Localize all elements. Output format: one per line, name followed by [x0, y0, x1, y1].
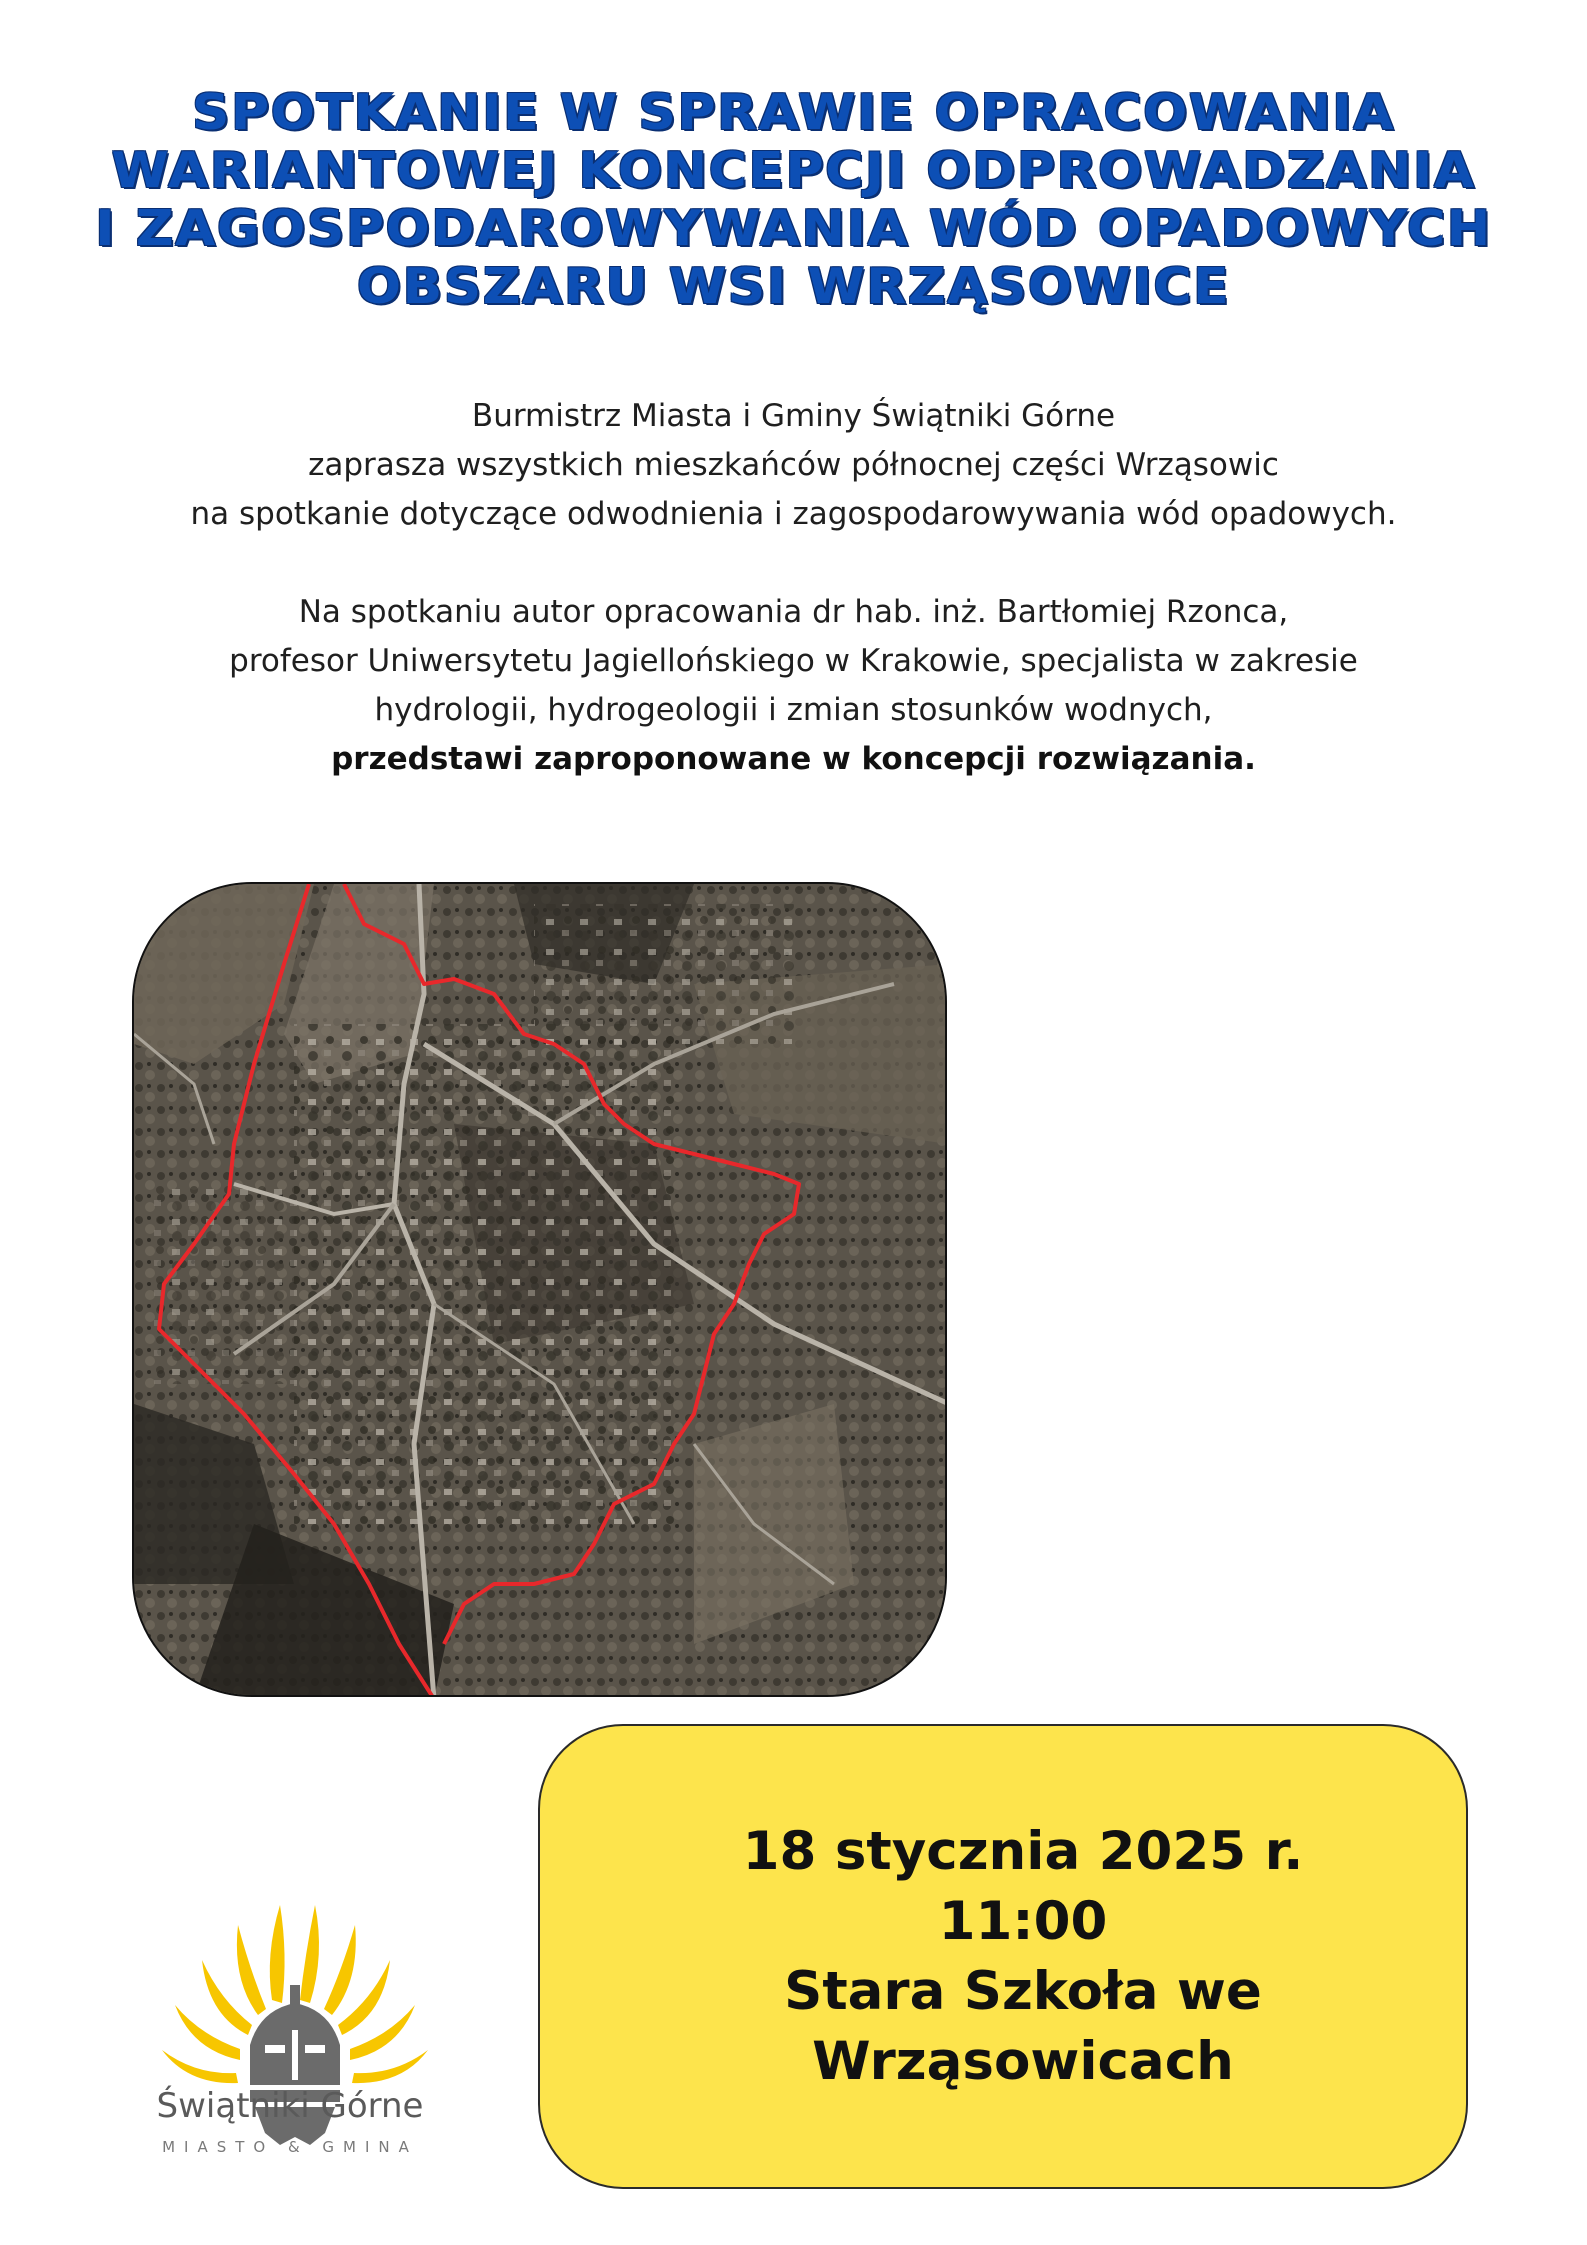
invitation-text — [40, 392, 1547, 784]
event-title — [0, 84, 1587, 316]
intro-line-6: hydrologii, hydrogeologii i zmian stosunków wodnych, — [374, 692, 1213, 728]
aerial-map-image — [134, 884, 947, 1697]
aerial-map — [132, 882, 947, 1697]
event-details-box — [538, 1724, 1468, 2189]
title-line-1: SPOTKANIE W SPRAWIE OPRACOWANIA — [192, 84, 1395, 141]
intro-line-4: Na spotkaniu autor opracowania dr hab. inż. Bartłomiej Rzonca, — [298, 594, 1289, 630]
intro-line-3: na spotkanie dotyczące odwodnienia i zagospodarowywania wód opadowych. — [190, 496, 1397, 532]
title-line-3: I ZAGOSPODAROWYWANIA WÓD OPADOWYCH — [95, 200, 1492, 257]
intro-line-2: zaprasza wszystkich mieszkańców północnej części Wrząsowic — [308, 447, 1279, 483]
event-date: 18 stycznia 2025 r. — [742, 1820, 1304, 1882]
logo-subtitle: MIASTO & GMINA — [162, 2138, 418, 2156]
intro-line-5: profesor Uniwersytetu Jagiellońskiego w Krakowie, specjalista w zakresie — [229, 643, 1358, 679]
event-place-line-1: Stara Szkoła we — [784, 1960, 1262, 2022]
logo-name: Świątniki Górne — [156, 2086, 424, 2126]
event-place-line-2: Wrząsowicach — [812, 2030, 1234, 2092]
intro-bold-line: przedstawi zaproponowane w koncepcji rozwiązania. — [331, 741, 1256, 777]
title-line-4: OBSZARU WSI WRZĄSOWICE — [356, 258, 1231, 315]
event-time: 11:00 — [938, 1890, 1108, 1952]
intro-line-1: Burmistrz Miasta i Gminy Świątniki Górne — [471, 398, 1116, 434]
title-line-2: WARIANTOWEJ KONCEPCJI ODPROWADZANIA — [111, 142, 1476, 199]
